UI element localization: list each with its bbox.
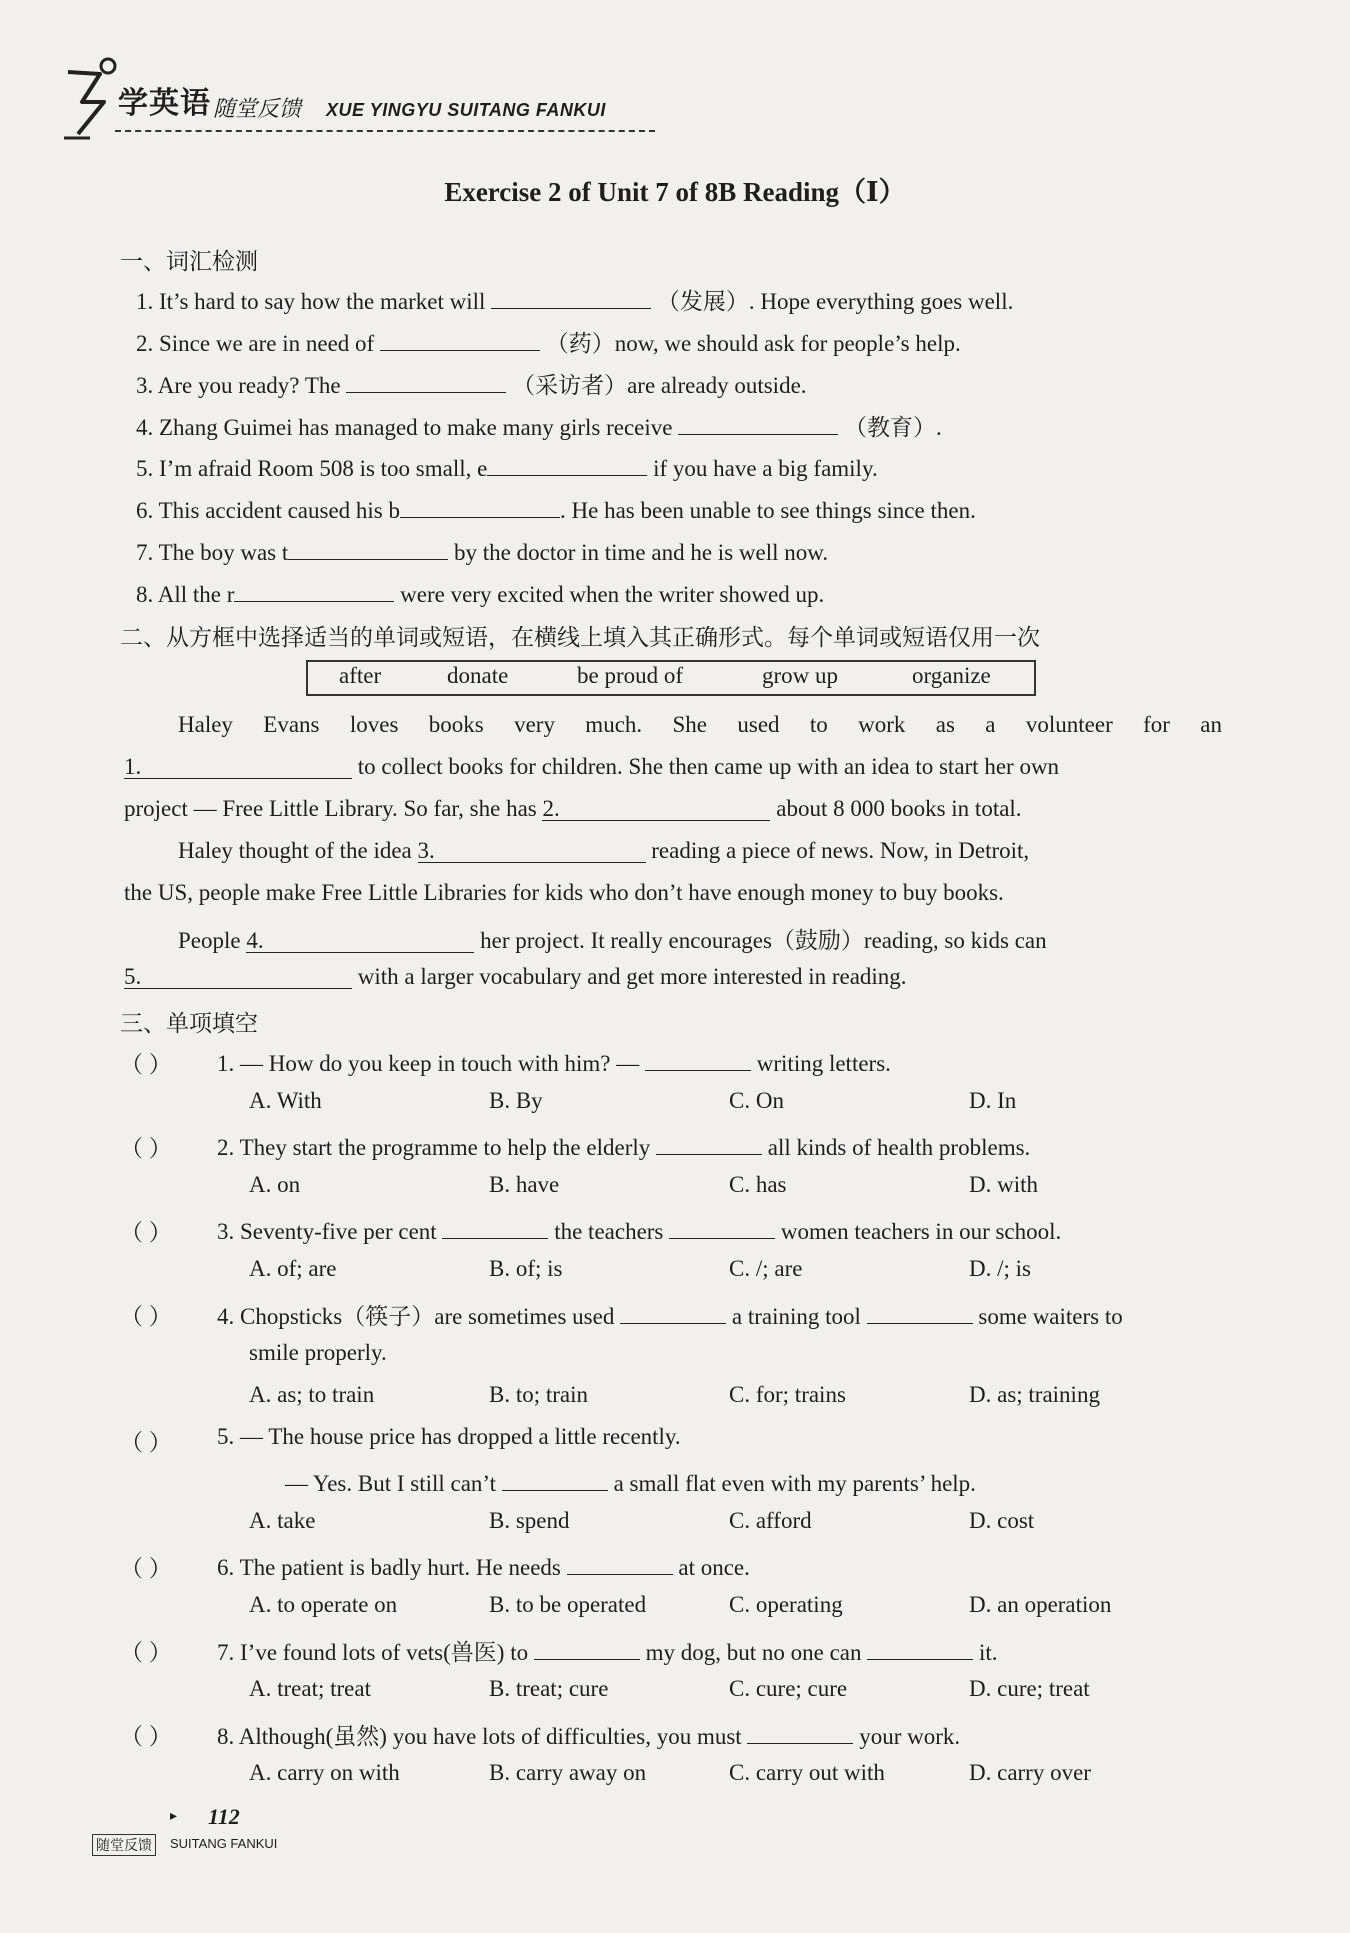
page-number: 112 [208, 1804, 240, 1829]
option-b[interactable]: B. By [489, 1088, 543, 1113]
vocab-item-4: 4. Zhang Guimei has managed to make many girls receive （教育）. [136, 409, 942, 442]
question-4-continued: smile properly. [249, 1340, 387, 1365]
option-c[interactable]: C. operating [729, 1592, 843, 1617]
option-b[interactable]: B. to be operated [489, 1592, 647, 1617]
section2-heading: 二、从方框中选择适当的单词或短语，在横线上填入其正确形式。每个单词或短语仅用一次 [120, 625, 1040, 651]
option-b[interactable]: B. of; is [489, 1256, 563, 1281]
passage-line-2: 1. to collect books for children. She then came up with an idea to start her own [124, 754, 1060, 779]
passage-blank-4[interactable]: 4. [246, 928, 474, 953]
section1-heading: 一、词汇检测 [120, 249, 258, 275]
answer-parentheses[interactable]: （ ） [120, 1430, 172, 1455]
box-word-4: grow up [762, 663, 839, 688]
option-d[interactable]: D. an operation [969, 1592, 1112, 1617]
answer-parentheses[interactable]: （ ） [120, 1304, 172, 1329]
option-a[interactable]: A. treat; treat [249, 1676, 371, 1701]
page-title: Exercise 2 of Unit 7 of 8B Reading（Ⅰ） [444, 177, 906, 207]
option-d[interactable]: D. cure; treat [969, 1676, 1090, 1701]
arrow-right-icon: ▸ [170, 1809, 178, 1824]
vocab-item-8: 8. All the r were very excited when the writer showed up. [136, 577, 824, 608]
answer-blank[interactable] [288, 535, 448, 560]
passage-blank-5[interactable]: 5. [124, 964, 352, 989]
answer-blank[interactable] [567, 1550, 673, 1575]
option-c[interactable]: C. has [729, 1172, 787, 1197]
question-6: 6. The patient is badly hurt. He needs at once. [217, 1550, 750, 1581]
answer-blank[interactable] [656, 1130, 762, 1155]
box-word-1: after [339, 663, 382, 688]
footer-tag: 随堂反馈 [92, 1834, 156, 1856]
passage-line-6: People 4. her project. It really encourages（鼓励）reading, so kids can [178, 928, 1047, 953]
answer-blank[interactable] [487, 451, 647, 476]
section3-heading: 三、单项填空 [120, 1011, 258, 1037]
option-a[interactable]: A. With [249, 1088, 322, 1113]
vocab-item-5: 5. I’m afraid Room 508 is too small, e if you have a big family. [136, 451, 878, 482]
option-d[interactable]: D. In [969, 1088, 1017, 1113]
box-word-3: be proud of [577, 663, 684, 688]
option-a[interactable]: A. carry on with [249, 1760, 400, 1785]
option-d[interactable]: D. /; is [969, 1256, 1031, 1281]
option-b[interactable]: B. spend [489, 1508, 570, 1533]
answer-blank[interactable] [534, 1635, 640, 1660]
option-a[interactable]: A. on [249, 1172, 301, 1197]
box-word-2: donate [447, 663, 509, 688]
answer-parentheses[interactable]: （ ） [120, 1640, 172, 1665]
answer-blank[interactable] [678, 410, 838, 435]
brand-subtitle: 随堂反馈 [213, 97, 302, 122]
option-a[interactable]: A. to operate on [249, 1592, 398, 1617]
answer-blank[interactable] [400, 493, 560, 518]
option-d[interactable]: D. carry over [969, 1760, 1091, 1785]
vocab-item-2: 2. Since we are in need of （药）now, we should ask for people’s help. [136, 325, 961, 358]
passage-line-7: 5. with a larger vocabulary and get more interested in reading. [124, 964, 907, 989]
answer-parentheses[interactable]: （ ） [120, 1136, 172, 1161]
question-7: 7. I’ve found lots of vets(兽医) to my dog, but no one can it. [217, 1634, 998, 1667]
brand-pinyin: XUE YINGYU SUITANG FANKUI [326, 100, 606, 120]
passage-blank-1[interactable]: 1. [124, 754, 352, 779]
option-a[interactable]: A. as; to train [249, 1382, 375, 1407]
passage-line-1: Haley Evans loves books very much. She used to work as a volunteer for an [178, 712, 1222, 737]
option-c[interactable]: C. afford [729, 1508, 812, 1533]
answer-parentheses[interactable]: （ ） [120, 1724, 172, 1749]
answer-blank[interactable] [867, 1299, 973, 1324]
answer-parentheses[interactable]: （ ） [120, 1556, 172, 1581]
header-divider [115, 130, 655, 132]
option-c[interactable]: C. cure; cure [729, 1676, 848, 1701]
option-b[interactable]: B. treat; cure [489, 1676, 609, 1701]
vocab-item-1: 1. It’s hard to say how the market will （发展）. Hope everything goes well. [136, 283, 1013, 316]
answer-blank[interactable] [442, 1214, 548, 1239]
option-a[interactable]: A. take [249, 1508, 316, 1533]
vocab-item-6: 6. This accident caused his b . He has been unable to see things since then. [136, 493, 976, 524]
answer-blank[interactable] [867, 1635, 973, 1660]
option-c[interactable]: C. carry out with [729, 1760, 885, 1785]
option-d[interactable]: D. as; training [969, 1382, 1100, 1407]
question-4: 4. Chopsticks（筷子）are sometimes used a training tool some waiters to [217, 1298, 1123, 1331]
question-8: 8. Although(虽然) you have lots of difficulties, you must your work. [217, 1718, 960, 1751]
brand-title: 学英语 [118, 86, 211, 121]
passage-line-5: the US, people make Free Little Libraries for kids who don’t have enough money to buy books. [124, 880, 1004, 905]
answer-parentheses[interactable]: （ ） [120, 1052, 172, 1077]
answer-blank[interactable] [234, 577, 394, 602]
passage-blank-2[interactable]: 2. [542, 796, 770, 821]
answer-blank[interactable] [620, 1299, 726, 1324]
option-b[interactable]: B. carry away on [489, 1760, 647, 1785]
option-c[interactable]: C. /; are [729, 1256, 803, 1281]
box-word-5: organize [912, 663, 991, 688]
option-a[interactable]: A. of; are [249, 1256, 337, 1281]
passage-line-4: Haley thought of the idea 3. reading a piece of news. Now, in Detroit, [178, 838, 1030, 863]
question-5-reply: — Yes. But I still can’t a small flat even with my parents’ help. [285, 1466, 976, 1497]
option-b[interactable]: B. to; train [489, 1382, 589, 1407]
option-b[interactable]: B. have [489, 1172, 560, 1197]
option-c[interactable]: C. for; trains [729, 1382, 846, 1407]
answer-blank[interactable] [346, 368, 506, 393]
answer-parentheses[interactable]: （ ） [120, 1220, 172, 1245]
option-d[interactable]: D. cost [969, 1508, 1035, 1533]
answer-blank[interactable] [380, 326, 540, 351]
answer-blank[interactable] [669, 1214, 775, 1239]
answer-blank[interactable] [747, 1719, 853, 1744]
question-5: 5. — The house price has dropped a little recently. [217, 1424, 681, 1449]
question-1: 1. — How do you keep in touch with him? — writing letters. [217, 1046, 891, 1077]
passage-blank-3[interactable]: 3. [418, 838, 646, 863]
answer-blank[interactable] [645, 1046, 751, 1071]
vocab-item-7: 7. The boy was t by the doctor in time and he is well now. [136, 535, 828, 566]
vocab-item-3: 3. Are you ready? The （采访者）are already outside. [136, 367, 807, 400]
answer-blank[interactable] [491, 284, 651, 309]
option-d[interactable]: D. with [969, 1172, 1038, 1197]
answer-blank[interactable] [502, 1466, 608, 1491]
question-2: 2. They start the programme to help the elderly all kinds of health problems. [217, 1130, 1030, 1161]
question-3: 3. Seventy-five per cent the teachers women teachers in our school. [217, 1214, 1061, 1245]
runner-logo-icon [60, 52, 120, 144]
option-c[interactable]: C. On [729, 1088, 784, 1113]
passage-line-3: project — Free Little Library. So far, she has 2. about 8 000 books in total. [124, 796, 1022, 821]
footer-tag-pinyin: SUITANG FANKUI [170, 1836, 278, 1851]
